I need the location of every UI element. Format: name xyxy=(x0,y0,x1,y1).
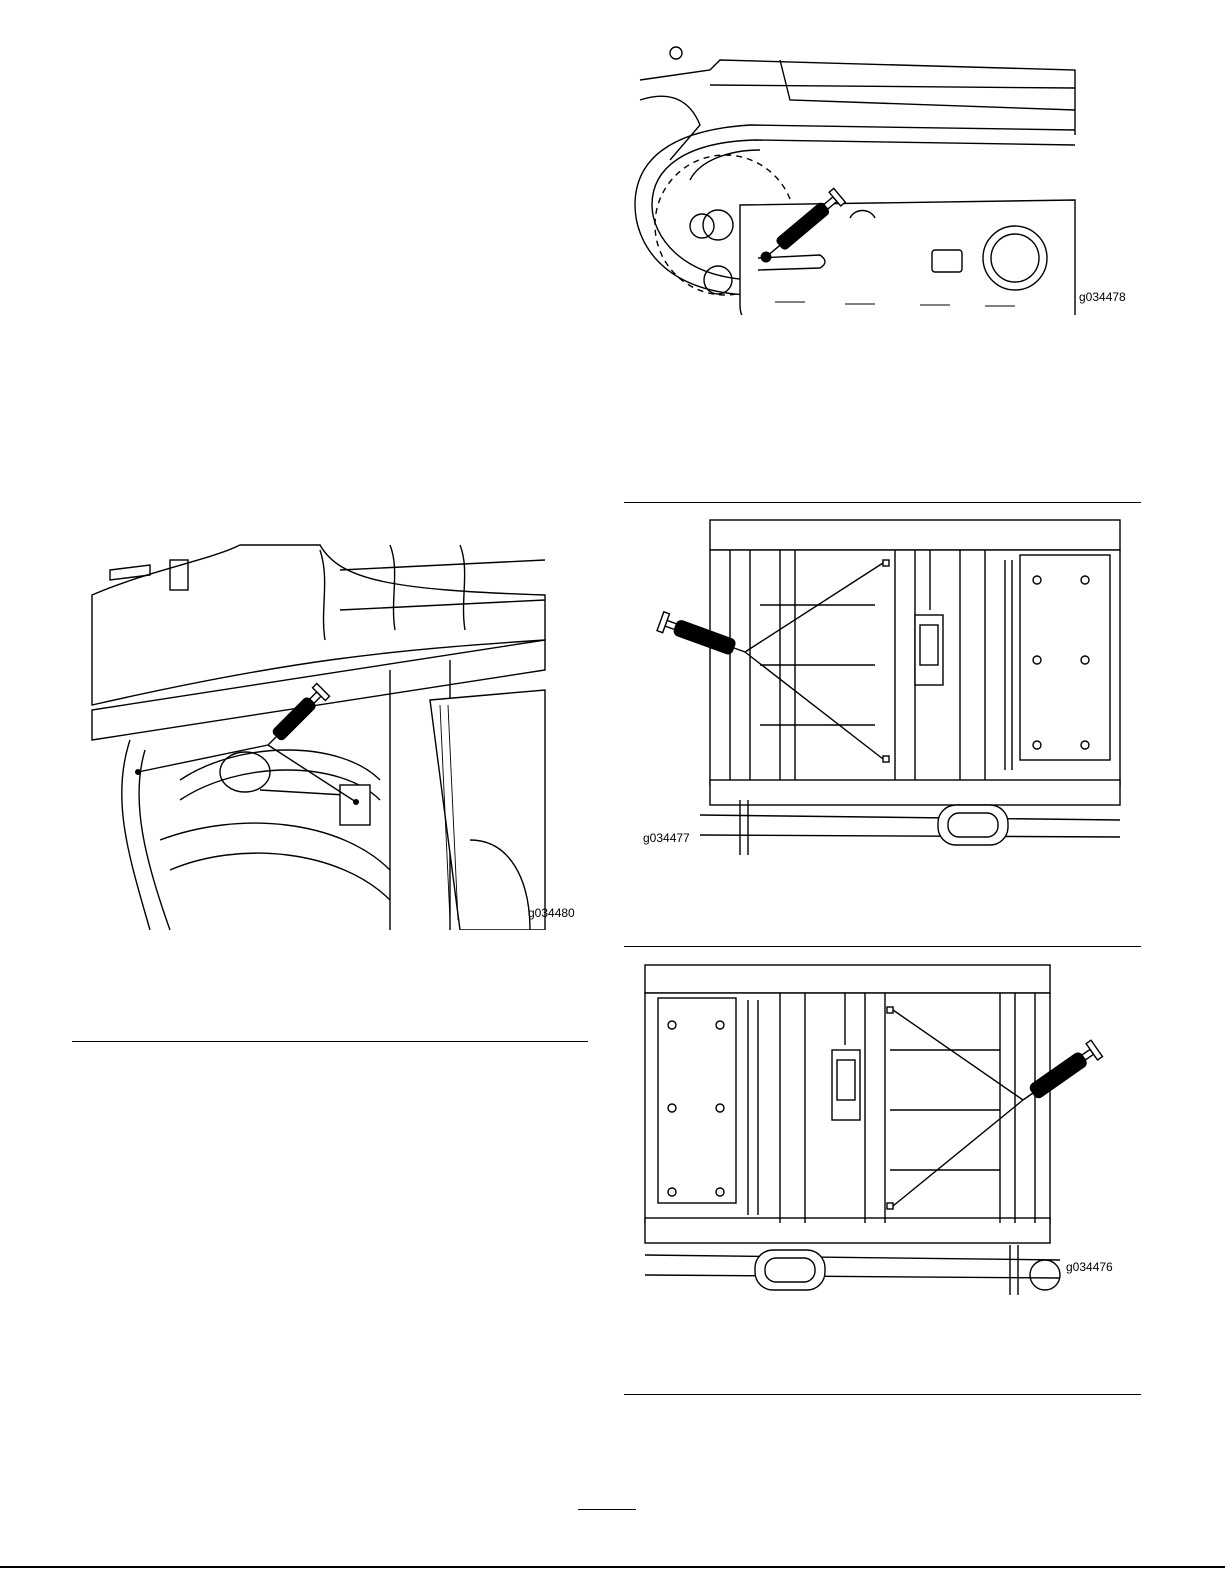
figure-divider xyxy=(72,1041,588,1042)
figure-divider xyxy=(624,1394,1141,1395)
figure-code: g034480 xyxy=(528,906,575,920)
figure-underside-pivot-drawing xyxy=(90,540,550,930)
figure-track-wheel xyxy=(630,40,1126,315)
figure-frame-right-drawing xyxy=(640,960,1130,1310)
figure-frame-left-drawing xyxy=(640,515,1130,860)
footer-rule xyxy=(0,1566,1225,1568)
figure-frame-right xyxy=(640,960,1130,1310)
figure-divider xyxy=(624,502,1141,503)
figure-code: g034476 xyxy=(1066,1260,1113,1274)
figure-code: g034477 xyxy=(643,831,690,845)
figure-track-wheel-drawing xyxy=(630,40,1090,315)
figure-underside-pivot xyxy=(90,540,590,930)
figure-frame-left xyxy=(640,515,1130,860)
page-number-underline xyxy=(578,1509,636,1510)
figure-code: g034478 xyxy=(1079,290,1126,304)
figure-divider xyxy=(624,946,1141,947)
